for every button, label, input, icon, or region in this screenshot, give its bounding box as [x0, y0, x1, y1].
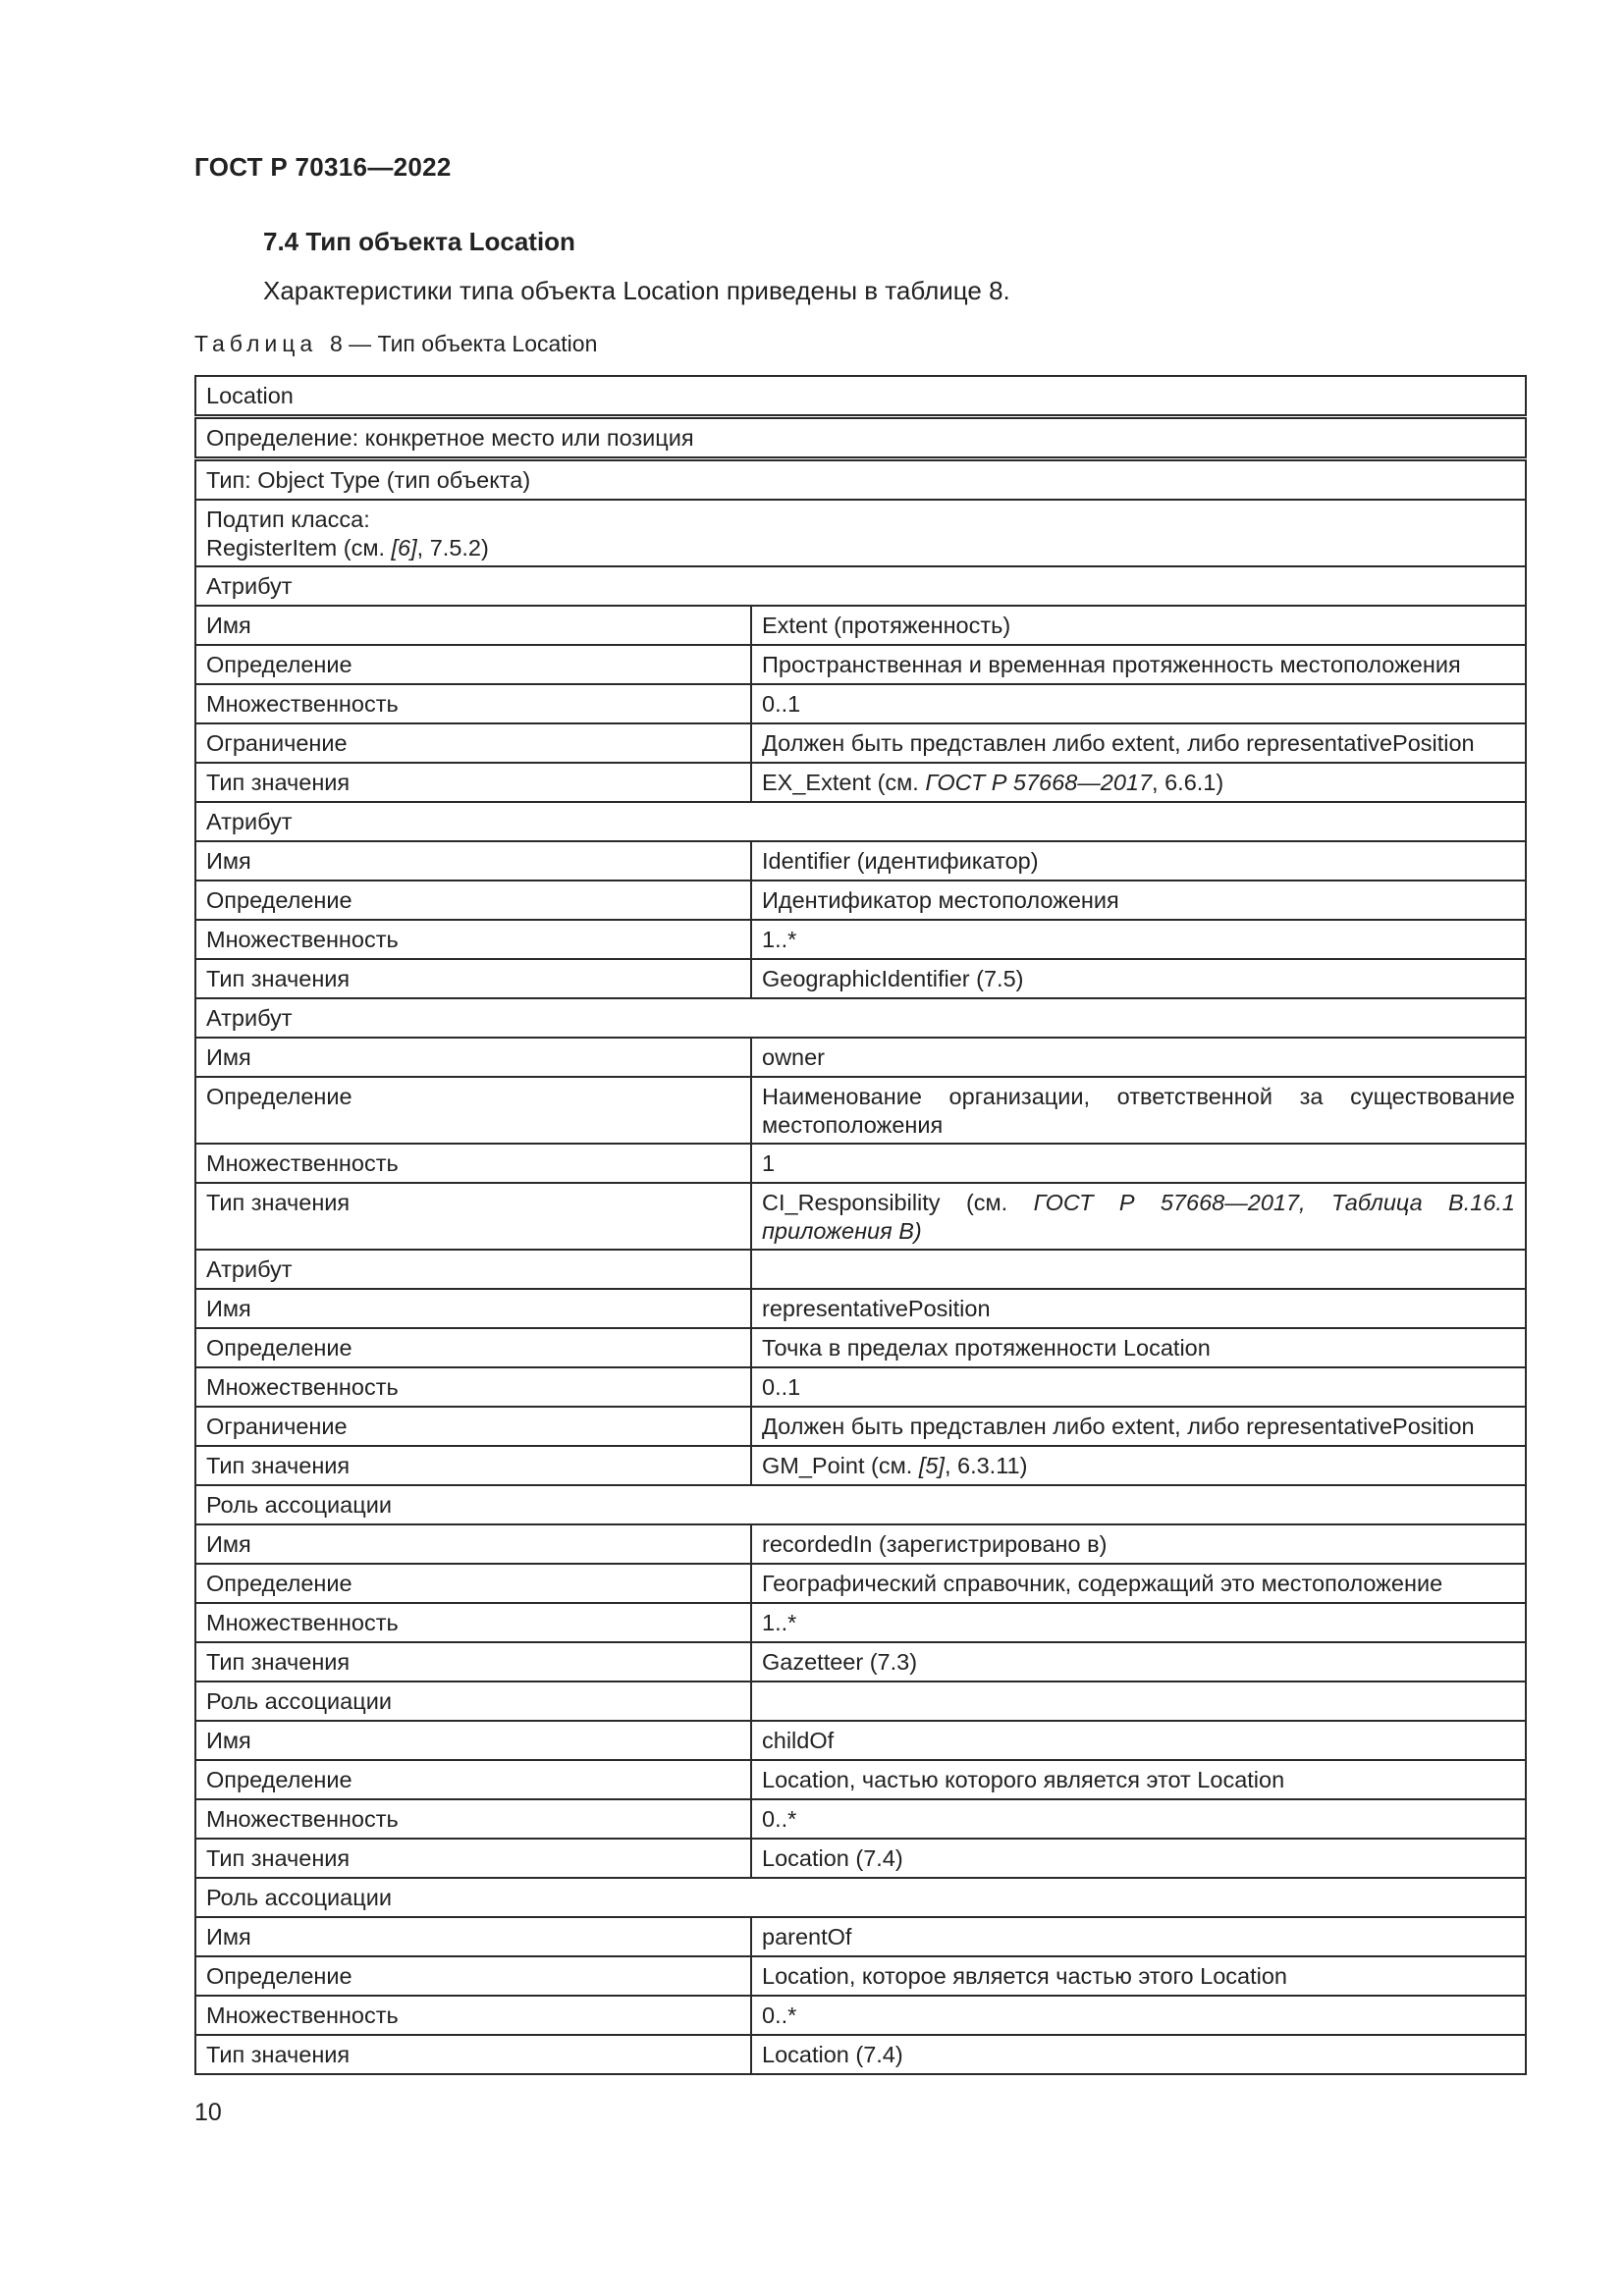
row-value: Идентификатор местоположения	[751, 881, 1526, 920]
subtype-row	[195, 500, 1526, 566]
table-row	[195, 1721, 1526, 1760]
row-value: Наименование организации, ответственной за существование местоположения	[751, 1077, 1526, 1144]
table-row	[195, 1642, 1526, 1682]
subtype-pre: RegisterItem (см.	[206, 535, 392, 561]
table-row	[195, 1328, 1526, 1367]
row-value: 0..*	[751, 1799, 1526, 1839]
section-heading: 7.4 Тип объекта Location	[263, 227, 575, 256]
table-row	[195, 1839, 1526, 1878]
type-pre: GM_Point (см.	[762, 1453, 919, 1478]
row-label: Имя	[195, 606, 751, 645]
table-row	[195, 1917, 1526, 1956]
subtype-post: , 7.5.2)	[416, 535, 489, 561]
row-value: representativePosition	[751, 1289, 1526, 1328]
table-row	[195, 723, 1526, 763]
row-value: Location, которое является частью этого Location	[751, 1956, 1526, 1996]
row-label: Множественность	[195, 1799, 751, 1839]
row-label: Множественность	[195, 1996, 751, 2035]
table-row	[195, 1564, 1526, 1603]
row-label: Тип значения	[195, 959, 751, 998]
table-row	[195, 1799, 1526, 1839]
row-value: Пространственная и временная протяженность местоположения	[751, 645, 1526, 684]
table-row	[195, 2035, 1526, 2074]
table-title-row	[195, 376, 1526, 417]
row-value: 0..1	[751, 684, 1526, 723]
section-row	[195, 998, 1526, 1038]
row-label: Определение	[195, 645, 751, 684]
table-row	[195, 1038, 1526, 1077]
intro-paragraph: Характеристики типа объекта Location приведены в таблице 8.	[263, 276, 1010, 305]
row-label: Определение	[195, 1956, 751, 1996]
row-label: Тип значения	[195, 2035, 751, 2074]
table-row	[195, 645, 1526, 684]
row-value: Location, частью которого является этот Location	[751, 1760, 1526, 1799]
standard-code: ГОСТ Р 70316—2022	[194, 152, 452, 182]
row-label: Ограничение	[195, 1407, 751, 1446]
row-value: childOf	[751, 1721, 1526, 1760]
table-row	[195, 1956, 1526, 1996]
type-pre: EX_Extent (см.	[762, 770, 926, 795]
row-label: Определение	[195, 1564, 751, 1603]
row-label: Имя	[195, 1917, 751, 1956]
row-label: Тип значения	[195, 1642, 751, 1682]
row-label: Определение	[195, 1328, 751, 1367]
type-ref: ГОСТ Р 57668—2017	[925, 770, 1153, 795]
row-value: Gazetteer (7.3)	[751, 1642, 1526, 1682]
section-label: Атрибут	[195, 802, 1526, 841]
table-title: Location	[195, 376, 1526, 417]
row-label: Имя	[195, 841, 751, 881]
row-value	[751, 763, 1526, 802]
section-row	[195, 1250, 1526, 1289]
row-label: Тип значения	[195, 1183, 751, 1250]
row-value: 1..*	[751, 920, 1526, 959]
row-value: parentOf	[751, 1917, 1526, 1956]
row-label: Тип значения	[195, 1446, 751, 1485]
table-row	[195, 841, 1526, 881]
row-value: 1	[751, 1144, 1526, 1183]
row-label: Определение	[195, 1760, 751, 1799]
subtype-label: Подтип класса:	[206, 507, 370, 532]
row-value: Географический справочник, содержащий это местоположение	[751, 1564, 1526, 1603]
table-row	[195, 1760, 1526, 1799]
location-table	[194, 375, 1527, 2075]
section-label: Атрибут	[195, 998, 1526, 1038]
row-label: Определение	[195, 881, 751, 920]
section-row	[195, 1485, 1526, 1524]
row-label: Тип значения	[195, 1839, 751, 1878]
table-row	[195, 1183, 1526, 1250]
row-value: Должен быть представлен либо extent, либо representativePosition	[751, 1407, 1526, 1446]
type-post: , 6.3.11)	[944, 1453, 1028, 1478]
row-value: Extent (протяженность)	[751, 606, 1526, 645]
table-caption	[194, 331, 597, 357]
row-value: 0..1	[751, 1367, 1526, 1407]
row-value	[751, 1183, 1526, 1250]
row-value	[751, 1446, 1526, 1485]
row-value: 0..*	[751, 1996, 1526, 2035]
page-number: 10	[194, 2099, 222, 2126]
class-type: Тип: Object Type (тип объекта)	[195, 459, 1526, 501]
type-row	[195, 459, 1526, 501]
row-value: Должен быть представлен либо extent, либо representativePosition	[751, 723, 1526, 763]
section-label: Роль ассоциации	[195, 1682, 751, 1721]
table-row	[195, 1144, 1526, 1183]
type-post: , 6.6.1)	[1152, 770, 1224, 795]
row-value: Location (7.4)	[751, 2035, 1526, 2074]
section-row	[195, 802, 1526, 841]
row-value: recordedIn (зарегистрировано в)	[751, 1524, 1526, 1564]
row-label: Имя	[195, 1721, 751, 1760]
row-label: Множественность	[195, 920, 751, 959]
row-label: Множественность	[195, 1603, 751, 1642]
table-row	[195, 1524, 1526, 1564]
empty-cell	[751, 1250, 1526, 1289]
type-ref: ГОСТ Р 57668—2017, Таблица B.16.1 приложения B)	[762, 1190, 1515, 1244]
type-pre: CI_Responsibility (см.	[762, 1190, 1034, 1215]
row-value: Точка в пределах протяженности Location	[751, 1328, 1526, 1367]
table-row	[195, 881, 1526, 920]
class-definition: Определение: конкретное место или позиция	[195, 417, 1526, 459]
table-row	[195, 920, 1526, 959]
empty-cell	[751, 1682, 1526, 1721]
table-row	[195, 1446, 1526, 1485]
table-row	[195, 1367, 1526, 1407]
section-label: Атрибут	[195, 1250, 751, 1289]
row-value: Location (7.4)	[751, 1839, 1526, 1878]
row-label: Имя	[195, 1524, 751, 1564]
table-row	[195, 684, 1526, 723]
row-value: GeographicIdentifier (7.5)	[751, 959, 1526, 998]
row-label: Ограничение	[195, 723, 751, 763]
definition-row	[195, 417, 1526, 459]
row-label: Множественность	[195, 684, 751, 723]
row-value: Identifier (идентификатор)	[751, 841, 1526, 881]
section-label: Роль ассоциации	[195, 1485, 1526, 1524]
class-subtype	[195, 500, 1526, 566]
caption-word: Таблица	[194, 331, 318, 356]
row-label: Имя	[195, 1038, 751, 1077]
row-label: Имя	[195, 1289, 751, 1328]
row-value: 1..*	[751, 1603, 1526, 1642]
table-row	[195, 1407, 1526, 1446]
section-label: Роль ассоциации	[195, 1878, 1526, 1917]
section-row	[195, 1682, 1526, 1721]
caption-text: 8 — Тип объекта Location	[329, 331, 598, 356]
table-row	[195, 1603, 1526, 1642]
row-label: Множественность	[195, 1144, 751, 1183]
row-value: owner	[751, 1038, 1526, 1077]
section-row	[195, 1878, 1526, 1917]
section-label: Атрибут	[195, 566, 1526, 606]
table-row	[195, 763, 1526, 802]
row-label: Определение	[195, 1077, 751, 1144]
subtype-ref: [6]	[391, 535, 417, 561]
section-row	[195, 566, 1526, 606]
table-row	[195, 606, 1526, 645]
row-label: Тип значения	[195, 763, 751, 802]
table-row	[195, 1289, 1526, 1328]
row-label: Множественность	[195, 1367, 751, 1407]
table-row	[195, 1996, 1526, 2035]
type-ref: [5]	[918, 1453, 945, 1478]
table-row	[195, 1077, 1526, 1144]
table-row	[195, 959, 1526, 998]
